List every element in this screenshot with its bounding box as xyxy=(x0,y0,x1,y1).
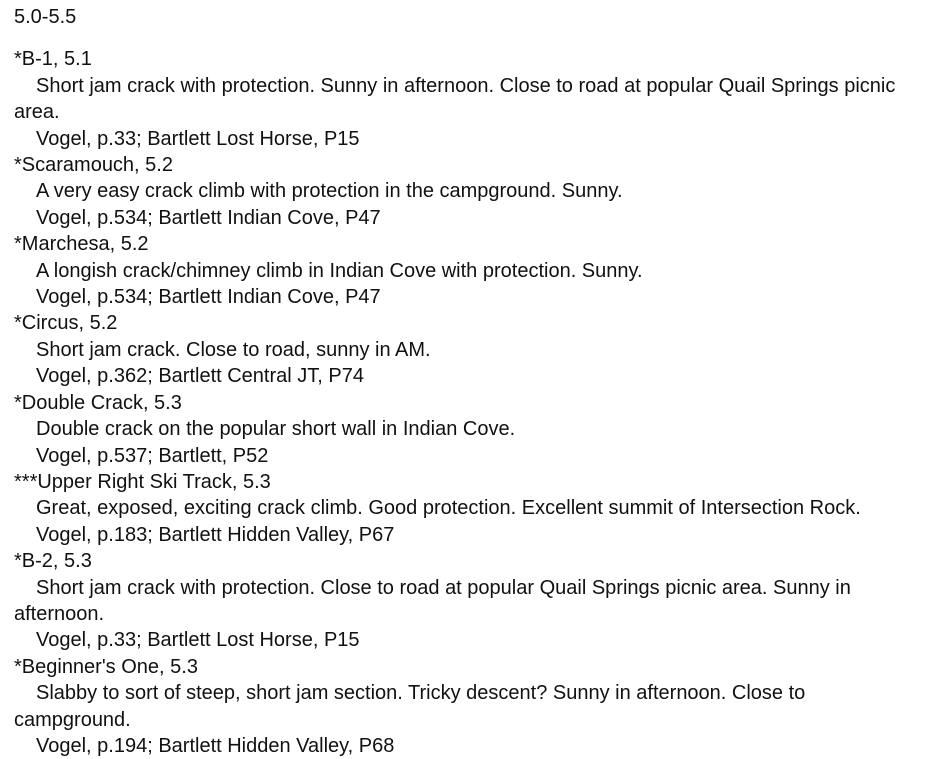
route-title: *Marchesa, 5.2 xyxy=(14,233,149,256)
route-description: Great, exposed, exciting crack climb. Good protection. Excellent summit of Intersection Rock. xyxy=(36,497,861,520)
route-reference: Vogel, p.534; Bartlett Indian Cove, P47 xyxy=(36,206,381,229)
route-reference: Vogel, p.534; Bartlett Indian Cove, P47 xyxy=(36,286,381,309)
route-entry xyxy=(14,390,936,469)
route-reference: Vogel, p.33; Bartlett Lost Horse, P15 xyxy=(36,127,360,150)
route-entry xyxy=(14,152,936,231)
route-reference: Vogel, p.33; Bartlett Lost Horse, P15 xyxy=(36,629,360,652)
route-reference: Vogel, p.537; Bartlett, P52 xyxy=(36,444,269,467)
route-description: Slabby to sort of steep, short jam section. Tricky descent? Sunny in afternoon. Close to campground. xyxy=(14,682,806,731)
route-title: ***Upper Right Ski Track, 5.3 xyxy=(14,470,271,493)
route-title: *Circus, 5.2 xyxy=(14,312,118,335)
route-reference: Vogel, p.194; Bartlett Hidden Valley, P68 xyxy=(36,734,395,757)
grade-range-heading: 5.0-5.5 xyxy=(14,6,77,28)
route-title: *Scaramouch, 5.2 xyxy=(14,154,173,177)
route-title: *B-1, 5.1 xyxy=(14,48,92,71)
route-title: *Beginner's One, 5.3 xyxy=(14,655,198,678)
route-entry xyxy=(14,231,936,310)
route-entry xyxy=(14,469,936,548)
route-description: Short jam crack with protection. Sunny in afternoon. Close to road at popular Quail Springs picnic area. xyxy=(14,74,896,124)
route-description: Double crack on the popular short wall in Indian Cove. xyxy=(36,418,516,441)
route-entry xyxy=(14,46,936,152)
route-description: Short jam crack with protection. Close to road at popular Quail Springs picnic area. Sunny in afternoon. xyxy=(14,576,851,625)
route-entry xyxy=(14,310,936,389)
route-reference: Vogel, p.362; Bartlett Central JT, P74 xyxy=(36,365,364,388)
route-description: A very easy crack climb with protection in the campground. Sunny. xyxy=(36,180,623,203)
route-description: Short jam crack. Close to road, sunny in AM. xyxy=(36,338,431,361)
route-description: A longish crack/chimney climb in Indian Cove with protection. Sunny. xyxy=(36,259,643,282)
route-entry xyxy=(14,654,936,759)
route-entry xyxy=(14,548,936,654)
route-title: *Double Crack, 5.3 xyxy=(14,391,182,414)
route-reference: Vogel, p.183; Bartlett Hidden Valley, P67 xyxy=(36,523,395,546)
route-title: *B-2, 5.3 xyxy=(14,550,92,573)
